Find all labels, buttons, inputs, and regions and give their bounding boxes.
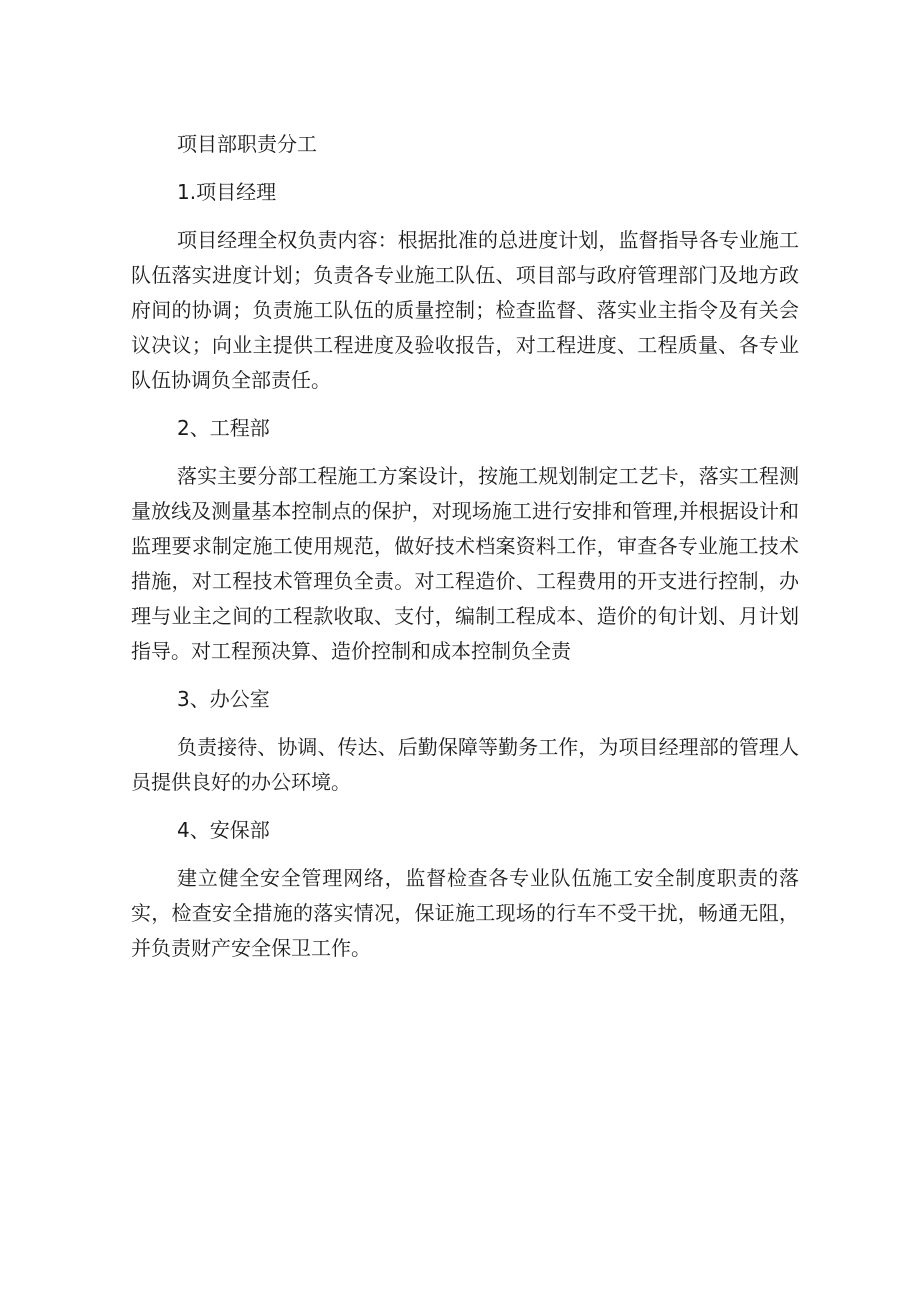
section-body-engineering-dept: 落实主要分部工程施工方案设计，按施工规划制定工艺卡，落实工程测量放线及测量基本控制点的保护，对现场施工进行安排和管理,并根据设计和监理要求制定施工使用规范，做好技术档案资料工作，审查各专业施工技术措施，对工程技术管理负全责。对工程造价、工程费用的开支进行控制，办理与业主之间的工程款收取、支付，编制工程成本、造价的旬计划、月计划指导。对工程预决算、造价控制和成本控制负全责: [131, 464, 799, 663]
section-heading-security-dept: 4、安保部: [177, 818, 270, 842]
section-body-security-dept: 建立健全安全管理网络，监督检查各专业队伍施工安全制度职责的落实，检查安全措施的落实情况，保证施工现场的行车不受干扰，畅通无阻，并负责财产安全保卫工作。: [131, 866, 799, 960]
section-body-project-manager: 项目经理全权负责内容：根据批准的总进度计划，监督指导各专业施工队伍落实进度计划；负责各专业施工队伍、项目部与政府管理部门及地方政府间的协调；负责施工队伍的质量控制；检查监督、落实业主指令及有关会议决议；向业主提供工程进度及验收报告，对工程进度、工程质量、各专业队伍协调负全部责任。: [131, 228, 799, 392]
document-content: [131, 127, 799, 979]
section-heading-office: 3、办公室: [177, 687, 270, 711]
section-heading-project-manager: 1.项目经理: [177, 180, 277, 204]
document-title: 项目部职责分工: [177, 132, 317, 156]
section-body-office: 负责接待、协调、传达、后勤保障等勤务工作，为项目经理部的管理人员提供良好的办公环境。: [131, 735, 799, 794]
section-heading-engineering-dept: 2、工程部: [177, 416, 270, 440]
